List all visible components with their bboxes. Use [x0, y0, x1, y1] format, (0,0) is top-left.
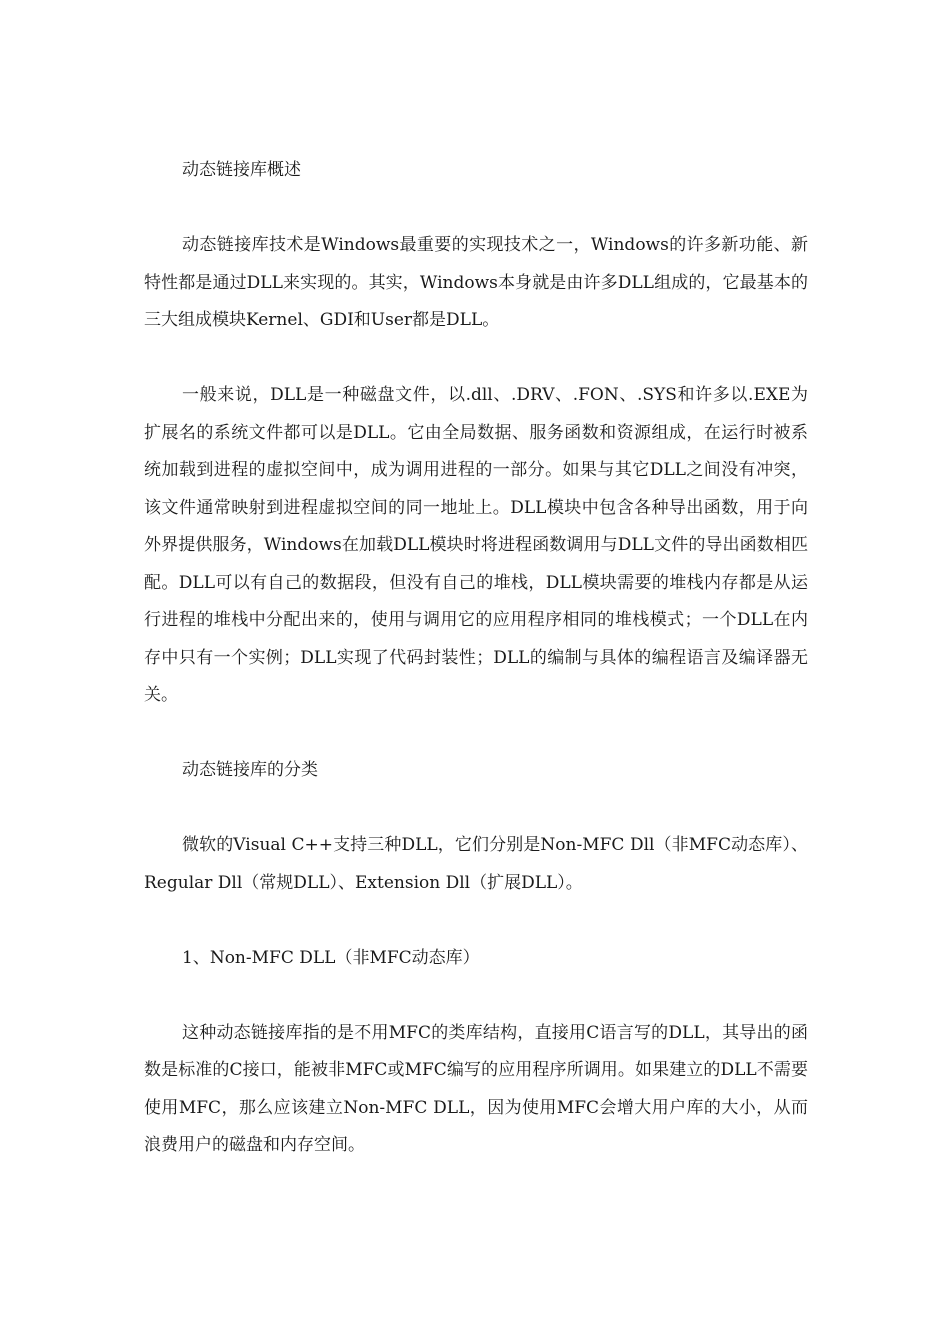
paragraph-types: 微软的Visual C++支持三种DLL，它们分别是Non-MFC Dll（非MFC动态库）、Regular Dll（常规DLL）、Extension Dll（扩展DLL）。 — [144, 835, 808, 893]
paragraph-intro: 动态链接库技术是Windows最重要的实现技术之一，Windows的许多新功能、新特性都是通过DLL来实现的。其实，Windows本身就是由许多DLL组成的，它最基本的三大组成模块Kernel、GDI和User都是DLL。 — [144, 235, 808, 330]
heading-nonmfc: 1、Non-MFC DLL（非MFC动态库） — [182, 947, 480, 968]
heading-overview: 动态链接库概述 — [182, 160, 301, 180]
spacer — [144, 790, 808, 828]
spacer — [144, 190, 808, 228]
spacer — [144, 977, 808, 1015]
spacer — [144, 715, 808, 753]
heading-classification: 动态链接库的分类 — [182, 760, 318, 780]
paragraph-nonmfc: 这种动态链接库指的是不用MFC的类库结构，直接用C语言写的DLL，其导出的函数是标准的C接口，能被非MFC或MFC编写的应用程序所调用。如果建立的DLL不需要使用MFC，那么应该建立Non-MFC DLL，因为使用MFC会增大用户库的大小，从而浪费用户的磁盘和内存空间。 — [144, 1022, 808, 1155]
paragraph-general: 一般来说，DLL是一种磁盘文件，以.dll、.DRV、.FON、.SYS和许多以.EXE为扩展名的系统文件都可以是DLL。它由全局数据、服务函数和资源组成，在运行时被系统加载到进程的虚拟空间中，成为调用进程的一部分。如果与其它DLL之间没有冲突，该文件通常映射到进程虚拟空间的同一地址上。DLL模块中包含各种导出函数，用于向外界提供服务，Windows在加载DLL模块时将进程函数调用与DLL文件的导出函数相匹配。DLL可以有自己的数据段，但没有自己的堆栈，DLL模块需要的堆栈内存都是从运行进程的堆栈中分配出来的，使用与调用它的应用程序相同的堆栈模式；一个DLL在内存中只有一个实例；DLL实现了代码封装性；DLL的编制与具体的编程语言及编译器无关。 — [144, 385, 808, 705]
spacer — [144, 902, 808, 940]
document-page — [144, 152, 808, 1165]
spacer — [144, 340, 808, 378]
